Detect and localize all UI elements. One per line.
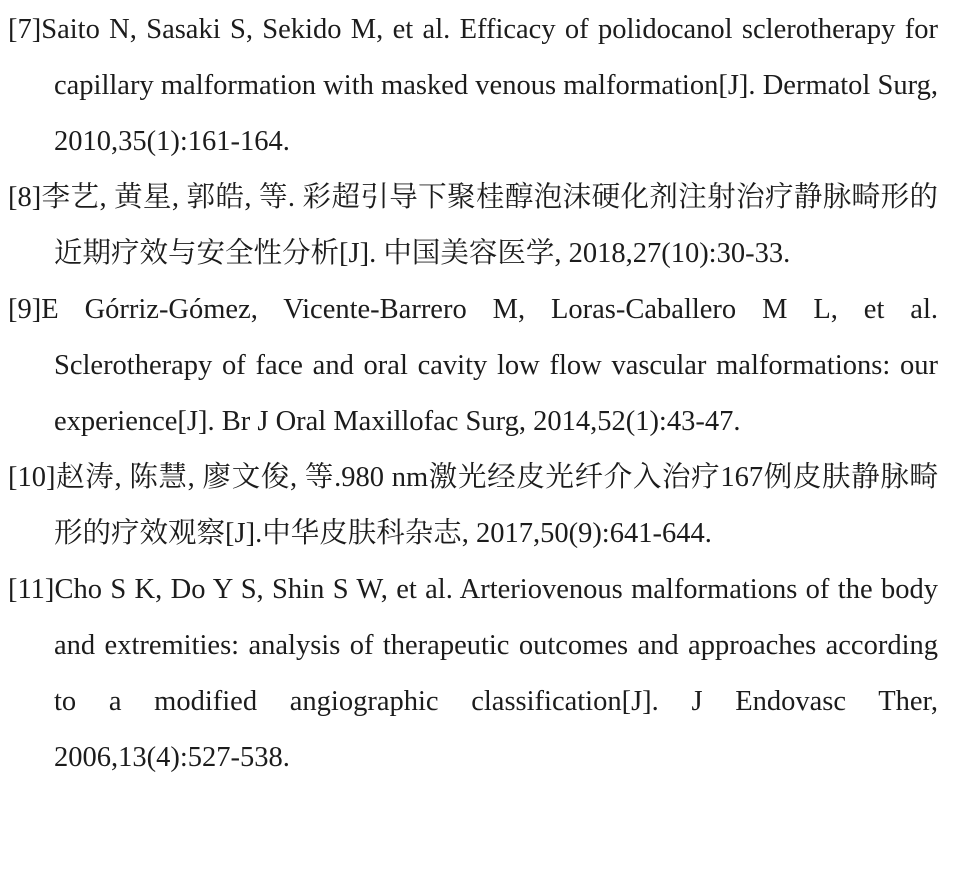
reference-number: [9] xyxy=(8,294,42,325)
reference-text: Cho S K, Do Y S, Shin S W, et al. Arteriovenous malformations of the body and extremities: analysis of therapeutic outcomes and approaches according to a modified angiographic classification[J]. J Endovasc Ther, 2006,13(4):527-538. xyxy=(54,574,938,773)
reference-number: [11] xyxy=(8,574,55,605)
reference-text: 赵涛, 陈慧, 廖文俊, 等.980 nm激光经皮光纤介入治疗167例皮肤静脉畸形的疗效观察[J].中华皮肤科杂志, 2017,50(9):641-644. xyxy=(54,462,938,549)
reference-11 xyxy=(8,562,938,786)
reference-number: [10] xyxy=(8,462,56,493)
reference-text: Saito N, Sasaki S, Sekido M, et al. Efficacy of polidocanol sclerotherapy for capillary malformation with masked venous malformation[J]. Dermatol Surg, 2010,35(1):161-164. xyxy=(41,14,938,157)
reference-number: [8] xyxy=(8,182,42,213)
reference-number: [7] xyxy=(8,14,42,45)
reference-list xyxy=(8,2,938,786)
reference-9 xyxy=(8,282,938,450)
reference-10 xyxy=(8,450,938,562)
reference-7 xyxy=(8,2,938,170)
reference-text: E Górriz-Gómez, Vicente-Barrero M, Loras-Caballero M L, et al. Sclerotherapy of face and oral cavity low flow vascular malformations: our experience[J]. Br J Oral Maxillofac Surg, 2014,52(1):43-47. xyxy=(41,294,938,437)
reference-text: 李艺, 黄星, 郭皓, 等. 彩超引导下聚桂醇泡沫硬化剂注射治疗静脉畸形的近期疗效与安全性分析[J]. 中国美容医学, 2018,27(10):30-33. xyxy=(41,182,938,269)
reference-8 xyxy=(8,170,938,282)
